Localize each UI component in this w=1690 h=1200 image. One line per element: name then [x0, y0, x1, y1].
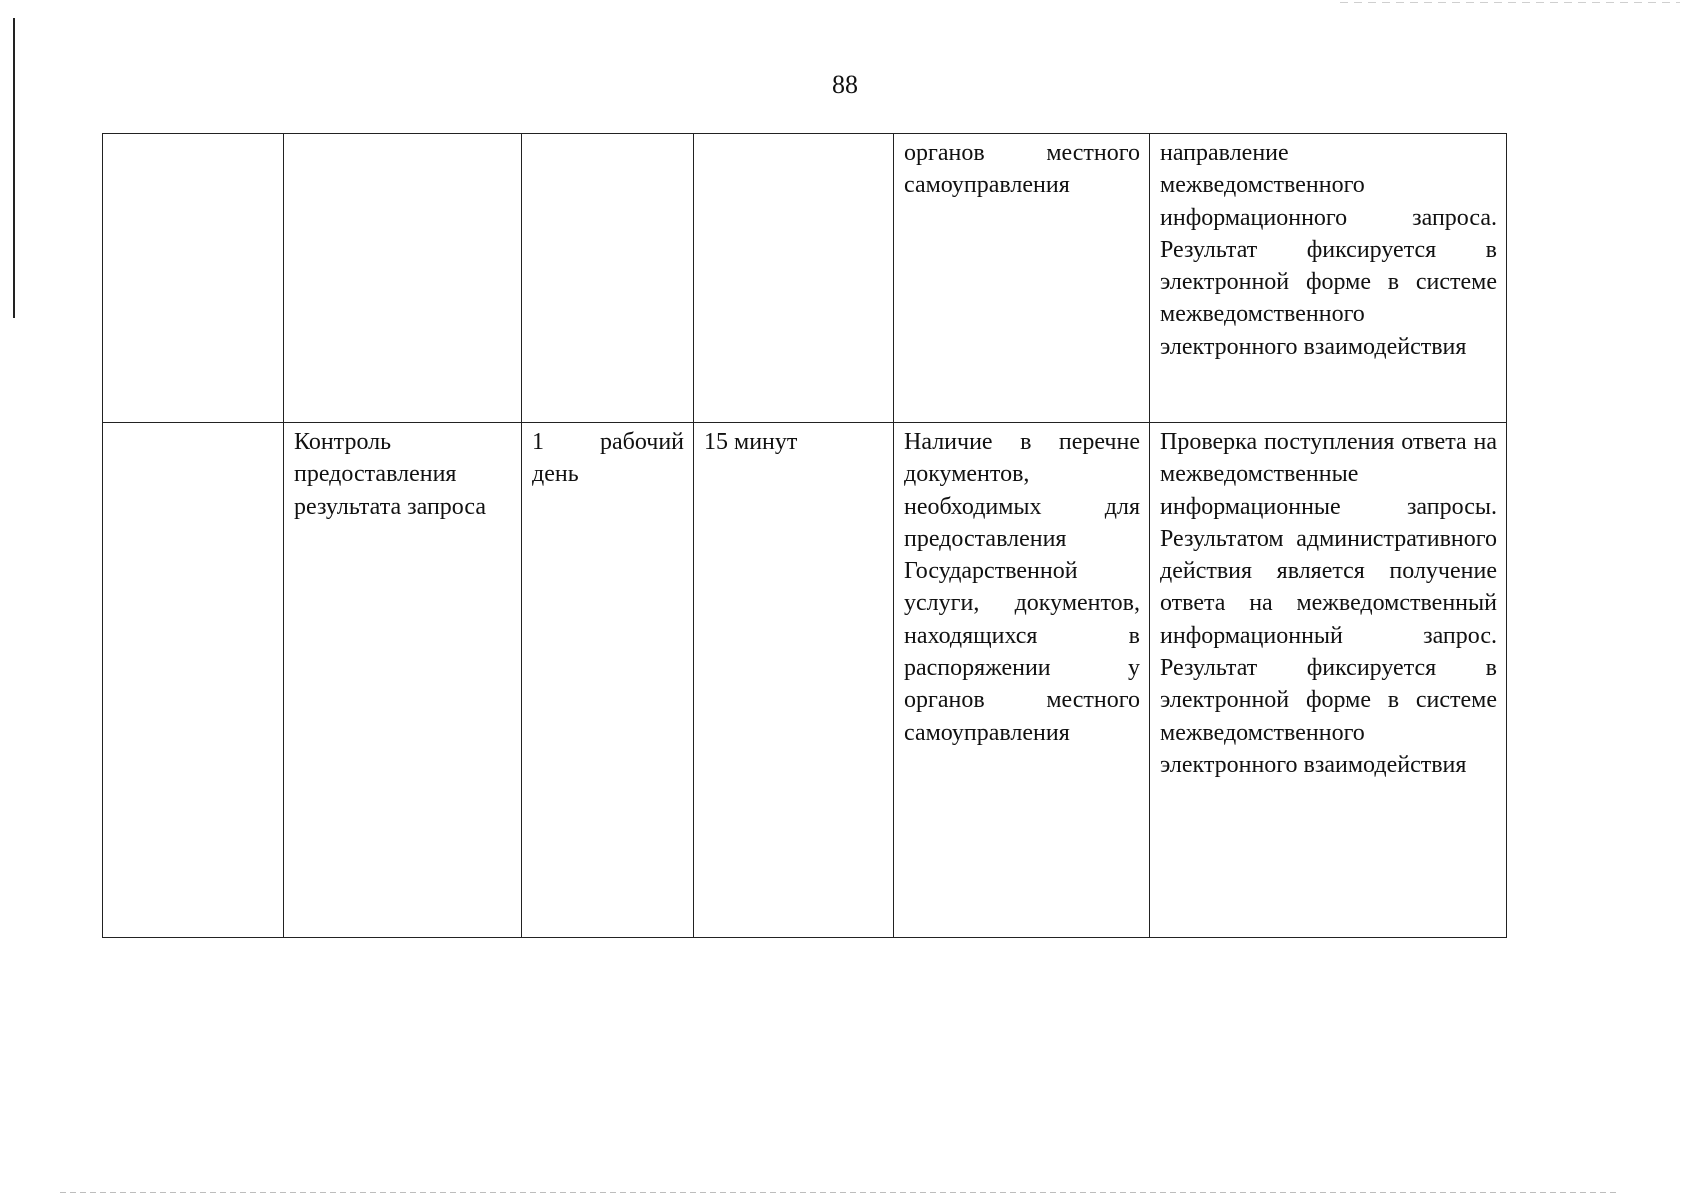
table-cell-result: направление межведомственного информационного запроса. Результат фиксируется в электронной форме в системе межведомственного электронного взаимодействия	[1150, 134, 1507, 423]
page-number: 88	[832, 70, 858, 99]
table-cell-duration: 1 рабочий день	[522, 423, 694, 938]
scan-top-edge-line	[1340, 2, 1680, 3]
table-cell-result: Проверка поступления ответа на межведомственные информационные запросы. Результатом административного действия является получение ответа на межведомственный информационный запрос. Результат фиксируется в электронной форме в системе межведомственного электронного взаимодействия	[1150, 423, 1507, 938]
table-cell-action	[284, 134, 522, 423]
table-cell-criteria: органов местного самоуправления	[894, 134, 1150, 423]
table-row	[103, 423, 1507, 938]
table-cell-duration	[522, 134, 694, 423]
procedure-table	[102, 133, 1507, 938]
table-cell-criteria: Наличие в перечне документов, необходимых для предоставления Государственной услуги, документов, находящихся в распоряжении у органов местного самоуправления	[894, 423, 1150, 938]
table-cell-empty	[103, 134, 284, 423]
table-cell-action: Контроль предоставления результата запроса	[284, 423, 522, 938]
scan-margin-line	[13, 18, 15, 318]
table-cell-empty	[103, 423, 284, 938]
table-cell-time: 15 минут	[694, 423, 894, 938]
table-row	[103, 134, 1507, 423]
table-cell-time	[694, 134, 894, 423]
scan-bottom-edge-line	[60, 1192, 1620, 1193]
